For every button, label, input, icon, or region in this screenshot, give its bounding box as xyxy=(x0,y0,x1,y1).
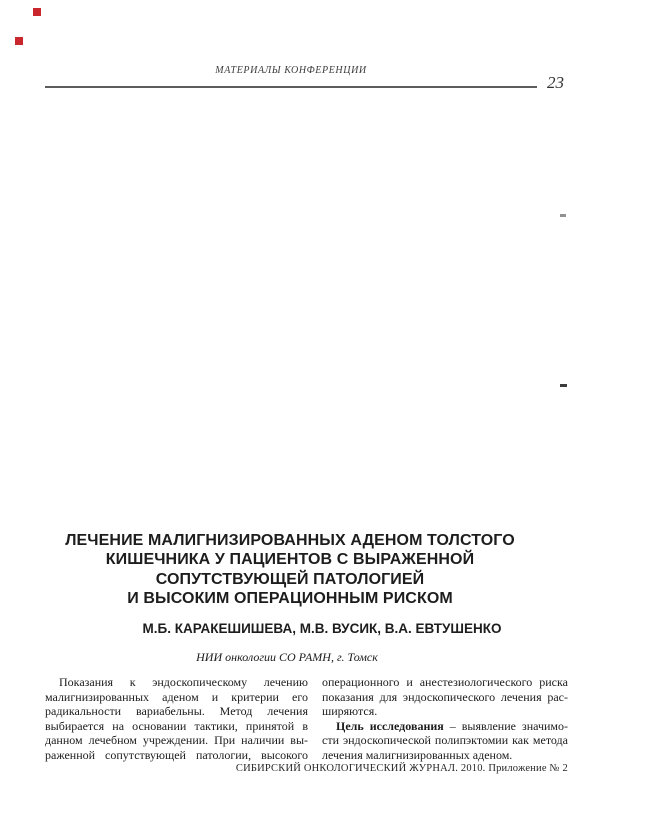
body-text-line: радикальности вариабельны. Метод лечения xyxy=(45,704,308,719)
body-text-line: Показания к эндоскопическому лечению xyxy=(59,675,308,689)
running-head: МАТЕРИАЛЫ КОНФЕРЕНЦИИ xyxy=(215,65,367,76)
article-title xyxy=(45,531,535,609)
scan-artifact-dash-1 xyxy=(560,214,566,217)
body-text-line: данном лечебном учреждении. При наличии вы- xyxy=(45,733,308,748)
body-text-line: показания для эндоскопического лечения рас- xyxy=(322,689,568,704)
article-authors: М.Б. КАРАКЕШИШЕВА, М.В. ВУСИК, В.А. ЕВТУШЕНКО xyxy=(142,621,502,636)
page-number: 23 xyxy=(547,73,564,92)
scan-artifact-red-square-1 xyxy=(33,8,41,16)
scan-artifact-dash-2 xyxy=(560,384,567,387)
body-text-line: лечения малигнизированных аденом. xyxy=(322,747,513,762)
body-text-line: раженной сопутствующей патологии, высокого xyxy=(45,747,308,762)
body-text-line: ширяются. xyxy=(322,704,378,719)
bold-lead-in: Цель исследования xyxy=(336,718,444,733)
header-rule xyxy=(45,86,537,88)
scan-artifact-red-square-2 xyxy=(15,37,23,45)
body-text-line: операционного и анестезиологического риска xyxy=(322,675,568,689)
body-text-line: выбирается на основании тактики, принятой в xyxy=(45,718,308,733)
body-text-line: Цель исследования – выявление значимо- xyxy=(336,718,569,733)
article-title-line-3: СОПУТСТВУЮЩЕЙ ПАТОЛОГИЕЙ xyxy=(155,570,425,588)
body-column-right xyxy=(322,675,568,763)
article-title-line-4: И ВЫСОКИМ ОПЕРАЦИОННЫМ РИСКОМ xyxy=(127,590,453,608)
article-title-line-1: ЛЕЧЕНИЕ МАЛИГНИЗИРОВАННЫХ АДЕНОМ ТОЛСТОГО xyxy=(65,532,515,549)
article-title-line-2: КИШЕЧНИКА У ПАЦИЕНТОВ С ВЫРАЖЕННОЙ xyxy=(105,551,475,569)
journal-footer: СИБИРСКИЙ ОНКОЛОГИЧЕСКИЙ ЖУРНАЛ. 2010. Приложение № 2 xyxy=(235,763,568,774)
article-affiliation: НИИ онкологии СО РАМН, г. Томск xyxy=(196,650,378,664)
body-text-line: малигнизированных аденом и критерии его xyxy=(45,689,308,704)
body-text-line: сти эндоскопической полипэктомии как метода xyxy=(322,733,568,748)
body-column-left xyxy=(45,675,308,763)
